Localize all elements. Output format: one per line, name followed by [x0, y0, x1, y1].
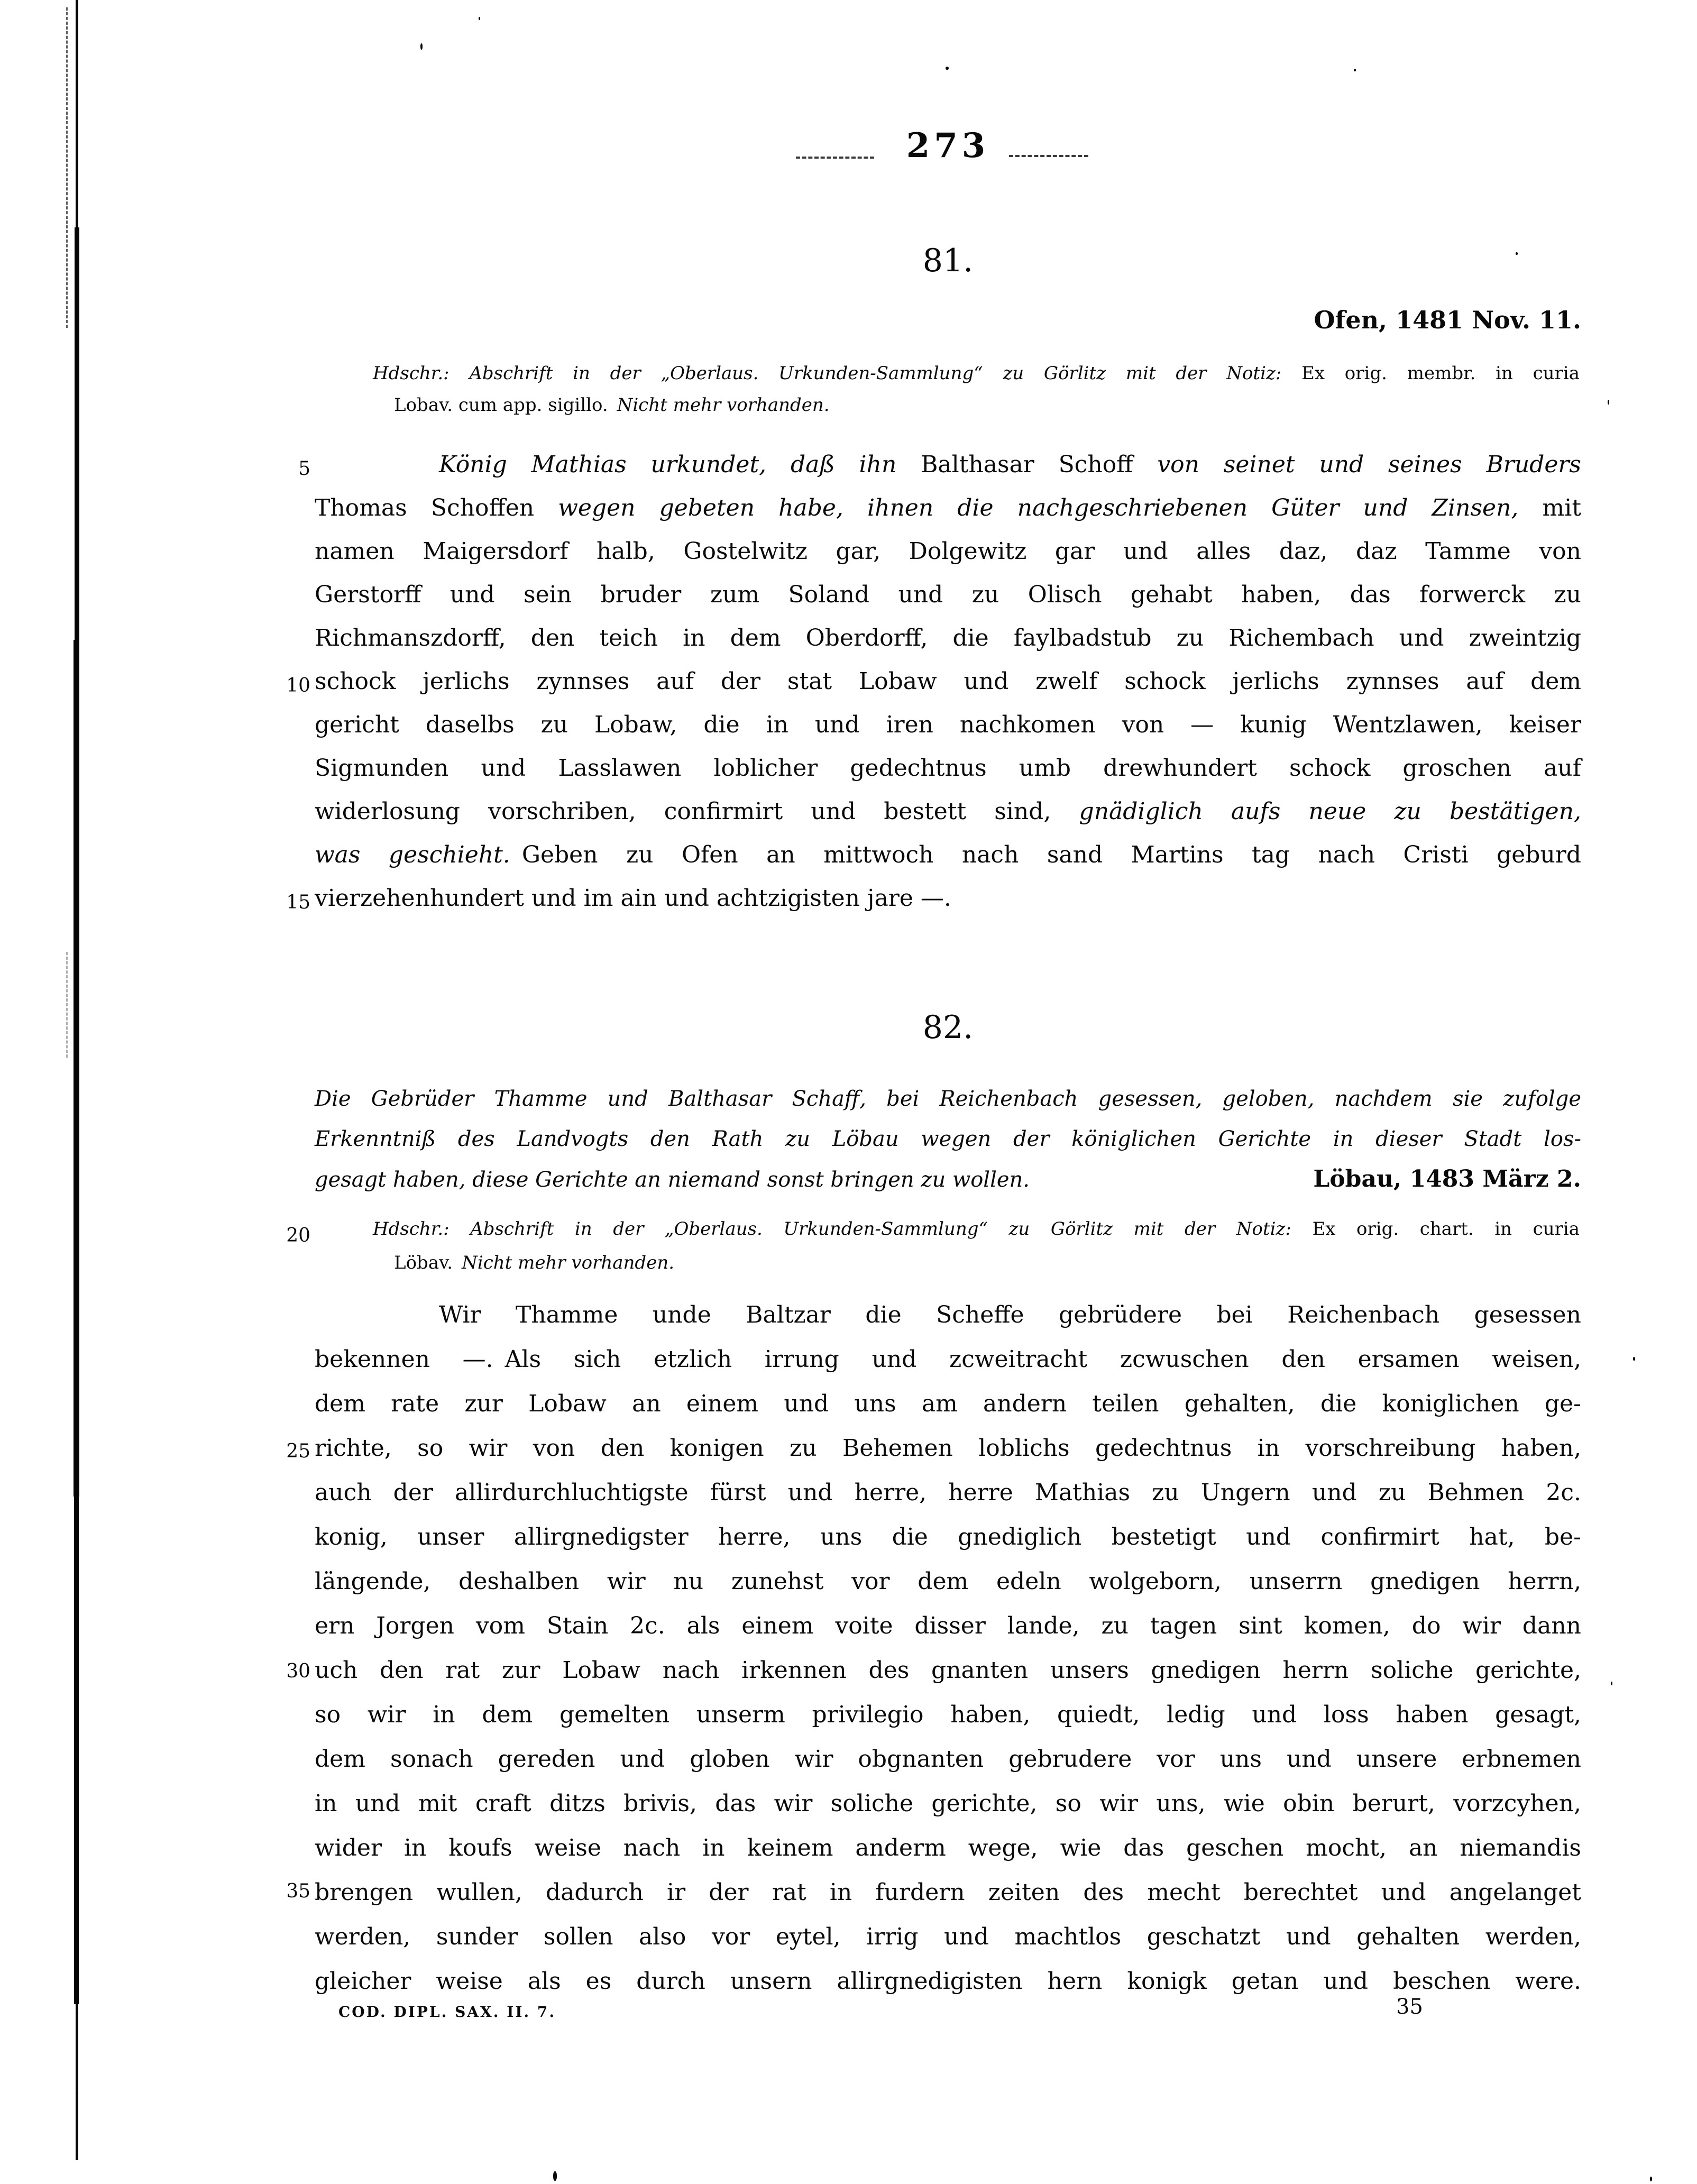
text-line: Wir Thamme unde Baltzar die Scheffe gebrüdere bei Reichenbach gesessen	[439, 1301, 1581, 1328]
scan-speck	[1633, 1357, 1635, 1361]
doc82-body-text	[315, 1293, 1581, 2004]
text-line: uch den rat zur Lobaw nach irkennen des gnanten unsers gnedigen herrn soliche gerichte,	[315, 1657, 1581, 1684]
doc81-dateline: Ofen, 1481 Nov. 11.	[1314, 306, 1581, 334]
text-line: Lobav. cum app. sigillo. Nicht mehr vorhanden.	[394, 394, 830, 416]
doc82-source-note	[373, 1212, 1580, 1280]
doc82-number-heading: 82.	[922, 1009, 974, 1046]
doc81-number-heading: 81.	[922, 242, 974, 279]
text-line: dem rate zur Lobaw an einem und uns am andern teilen gehalten, die koniglichen ge-	[315, 1390, 1581, 1417]
text-line: gleicher weise als es durch unsern allirgnedigisten hern konigk getan und beschen were.	[315, 1968, 1581, 1995]
text-line: ern Jorgen vom Stain 2c. als einem voite disser lande, zu tagen sint komen, do wir dann	[315, 1612, 1581, 1639]
margin-line-number-20: 20	[286, 1225, 310, 1246]
text-line: werden, sunder sollen also vor eytel, irrig und machtlos geschatzt und gehalten werden,	[315, 1923, 1581, 1950]
scan-binding-line-segment	[75, 227, 79, 640]
text-line: widerlosung vorschriben, confirmirt und bestett sind, gnädiglich aufs neue zu bestätigen,	[315, 798, 1582, 825]
text-line: Thomas Schoffen wegen gebeten habe, ihnen die nachgeschriebenen Güter und Zinsen, mit	[315, 494, 1581, 521]
text-line: richte, so wir von den konigen zu Behemen loblichs gedechtnus in vorschreibung haben,	[315, 1435, 1581, 1462]
scan-speck	[1611, 1682, 1612, 1685]
margin-line-number-35: 35	[286, 1880, 310, 1902]
scan-binding-line-tail	[77, 2004, 78, 2159]
text-line: Die Gebrüder Thamme und Balthasar Schaff, bei Reichenbach gesessen, geloben, nachdem sie zufolge	[315, 1087, 1581, 1111]
text-line: längende, deshalben wir nu zunehst vor dem edeln wolgeborn, unserrn gnedigen herrn,	[315, 1568, 1581, 1595]
scan-speck	[1354, 69, 1356, 71]
scan-binding-line-segment	[74, 1497, 79, 2004]
text-line: Löbav. Nicht mehr vorhanden.	[394, 1252, 675, 1273]
text-line: Richmanszdorff, den teich in dem Oberdorff, die faylbadstub zu Richembach und zweintzig	[315, 625, 1581, 651]
text-line: gesagt haben, diese Gerichte an niemand sonst bringen zu wollen. Löbau, 1483 März 2.	[315, 1166, 1581, 1192]
scan-speck	[1608, 400, 1609, 405]
text-line: konig, unser allirgnedigster herre, uns die gnediglich bestetigt und confirmirt hat, be-	[315, 1524, 1581, 1550]
text-line: schock jerlichs zynnses auf der stat Lobaw und zwelf schock jerlichs zynnses auf dem	[315, 668, 1581, 695]
series-signature: COD. DIPL. SAX. II. 7.	[338, 2003, 556, 2021]
margin-line-number-10: 10	[286, 675, 310, 696]
page-number: 273	[906, 126, 990, 166]
text-line: was geschieht. Geben zu Ofen an mittwoch nach sand Martins tag nach Cristi geburd	[315, 841, 1582, 868]
doc81-body-text	[315, 443, 1581, 920]
margin-line-number-5: 5	[298, 458, 310, 480]
text-line: auch der allirdurchluchtigste fürst und herre, herre Mathias zu Ungern und zu Behmen 2c.	[315, 1479, 1581, 1506]
text-line: brengen wullen, dadurch ir der rat in furdern zeiten des mecht berechtet und angelanget	[315, 1879, 1581, 1906]
text-line: namen Maigersdorf halb, Gostelwitz gar, Dolgewitz gar und alles daz, daz Tamme von	[315, 538, 1581, 565]
scan-speck	[479, 17, 480, 20]
text-line: wider in koufs weise nach in keinem anderm wege, wie das geschen mocht, an niemandis	[315, 1834, 1581, 1861]
scan-edge-dashes	[66, 952, 68, 1058]
scan-speck	[1650, 2177, 1652, 2181]
sheet-number: 35	[1396, 1995, 1423, 2019]
margin-line-number-25: 25	[286, 1440, 310, 1462]
margin-line-number-30: 30	[286, 1660, 310, 1682]
scan-binding-line-segment	[74, 640, 79, 1497]
scan-speck	[946, 67, 949, 70]
scan-speck	[553, 2171, 557, 2181]
text-line: König Mathias urkundet, daß ihn Balthasar Schoff von seinet und seines Bruders	[439, 451, 1581, 478]
text-line: in und mit craft ditzs brivis, das wir soliche gerichte, so wir uns, wie obin berurt, vorzcyhen,	[315, 1790, 1581, 1817]
text-line: Erkenntniß des Landvogts den Rath zu Löbau wegen der königlichen Gerichte in dieser Stadt los-	[315, 1127, 1581, 1151]
scan-edge-dashes	[66, 7, 68, 328]
text-line: Gerstorff und sein bruder zum Soland und zu Olisch gehabt haben, das forwerck zu	[315, 581, 1581, 608]
text-line: Hdschr.: Abschrift in der „Oberlaus. Urkunden-Sammlung“ zu Görlitz mit der Notiz: Ex orig. membr. in curia	[373, 363, 1580, 384]
doc81-source-note	[373, 357, 1580, 421]
text-line: dem sonach gereden und globen wir obgnanten gebrudere vor uns und unsere erbnemen	[315, 1746, 1581, 1773]
text-line: bekennen —. Als sich etzlich irrung und zcweitracht zcwuschen den ersamen weisen,	[315, 1346, 1581, 1373]
text-line: Sigmunden und Lasslawen loblicher gedechtnus umb drewhundert schock groschen auf	[315, 755, 1581, 782]
text-line: gericht daselbs zu Lobaw, die in und iren nachkomen von — kunig Wentzlawen, keiser	[315, 711, 1581, 738]
scan-speck	[420, 43, 423, 50]
text-line: vierzehenhundert und im ain und achtzigisten jare —.	[315, 885, 951, 912]
header-dash-right	[1009, 155, 1088, 157]
margin-line-number-15: 15	[286, 892, 310, 913]
text-line: so wir in dem gemelten unserm privilegio haben, quiedt, ledig und loss haben gesagt,	[315, 1701, 1581, 1728]
text-line: Hdschr.: Abschrift in der „Oberlaus. Urkunden-Sammlung“ zu Görlitz mit der Notiz: Ex orig. chart. in curia	[373, 1218, 1580, 1240]
doc82-summary	[315, 1079, 1581, 1200]
